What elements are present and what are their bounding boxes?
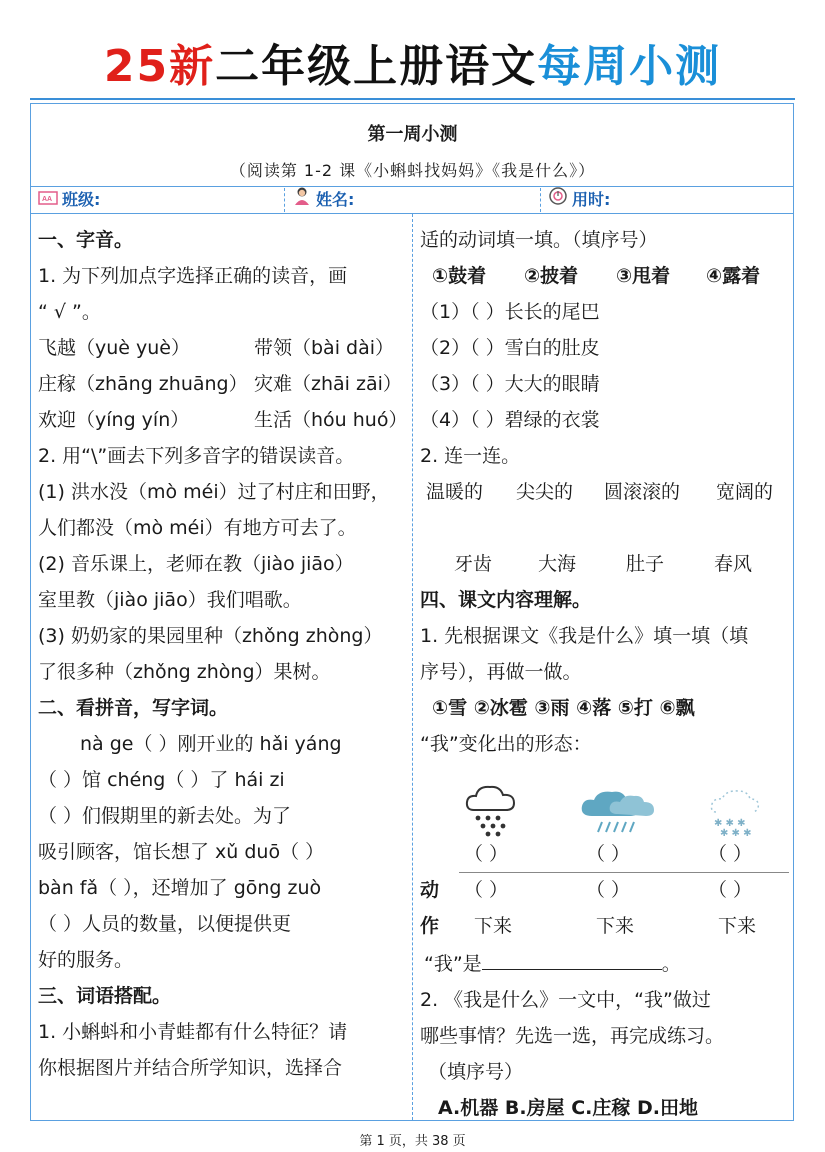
- time-field[interactable]: [548, 186, 610, 214]
- section-4-title: 四、课文内容理解。: [420, 589, 592, 611]
- pinyin-row: [38, 330, 410, 366]
- s4-q1-line: 1. 先根据课文《我是什么》填一填（填: [420, 625, 749, 647]
- action-down: 下来: [718, 915, 757, 937]
- adjective-word[interactable]: 宽阔的: [716, 481, 774, 503]
- verb-option: ②披着: [524, 265, 579, 287]
- page-header: [0, 30, 825, 94]
- verb-option: ①鼓着: [432, 265, 487, 287]
- wo-shi-label: “我”是: [424, 953, 482, 975]
- s3-q1-line: 你根据图片并结合所学知识，选择合: [38, 1057, 343, 1079]
- snow-icon: [706, 784, 766, 844]
- s4-q2-options: A.机器 B.房屋 C.庄稼 D.田地: [438, 1097, 698, 1119]
- action-label-1: 动: [420, 879, 440, 901]
- wo-shi-answer-field[interactable]: [482, 947, 662, 970]
- verb-options: [420, 258, 792, 294]
- class-field[interactable]: [38, 186, 100, 214]
- noun-word[interactable]: 肚子: [626, 553, 665, 575]
- verb-option: ③甩着: [616, 265, 671, 287]
- wo-shi-line: [424, 946, 681, 982]
- noun-word[interactable]: 大海: [538, 553, 577, 575]
- pinyin-write-line[interactable]: （ ）们假期里的新去处。为了: [38, 805, 292, 827]
- s4-q2-line: 哪些事情？先选一选，再完成练习。: [420, 1025, 725, 1047]
- adjective-word[interactable]: 温暖的: [426, 481, 484, 503]
- student-icon: [292, 186, 312, 215]
- column-divider: [412, 214, 413, 1120]
- s1-q1-line-2: “ √ ”。: [38, 301, 101, 323]
- pinyin-choice[interactable]: 生活（hóu huó）: [254, 409, 408, 431]
- polyphone-line[interactable]: 室里教（jiào jiāo）我们唱歌。: [38, 589, 302, 611]
- header-grade: 二年级上册语文: [215, 41, 538, 92]
- adjective-word[interactable]: 尖尖的: [516, 481, 574, 503]
- svg-text:AA: AA: [42, 195, 53, 203]
- s3-q2: 2. 连一连。: [420, 445, 521, 467]
- rain-icon: [578, 784, 658, 844]
- name-field[interactable]: [292, 186, 354, 214]
- pinyin-write-line[interactable]: nà ge（ ）刚开业的 hǎi yáng: [80, 733, 342, 755]
- verb-blank[interactable]: （1）（ ）长长的尾巴: [420, 301, 600, 323]
- form-blank[interactable]: （ ）: [708, 843, 753, 865]
- pinyin-write-line[interactable]: 吸引顾客，馆长想了 xǔ duō（ ）: [38, 841, 325, 863]
- left-column: [38, 222, 410, 1086]
- info-divider-2: [540, 188, 541, 212]
- right-column: [420, 222, 792, 762]
- polyphone-line[interactable]: 了很多种（zhǒng zhòng）果树。: [38, 661, 331, 683]
- verb-blank[interactable]: （4）（ ）碧绿的衣裳: [420, 409, 600, 431]
- s4-q2-block: [420, 982, 792, 1126]
- adjective-row: [420, 474, 792, 510]
- s4-q1-line: 序号），再做一做。: [420, 661, 582, 683]
- s1-q1-line-1: 1. 为下列加点字选择正确的读音，画: [38, 265, 348, 287]
- section-1-title: 一、字音。: [38, 229, 134, 251]
- s3-q1-cont: 适的动词填一填。（填序号）: [420, 229, 658, 251]
- form-blank[interactable]: （ ）: [464, 843, 509, 865]
- verb-blank[interactable]: （2）（ ）雪白的肚皮: [420, 337, 600, 359]
- pinyin-write-line[interactable]: bàn fǎ（ ），还增加了 gōng zuò: [38, 877, 322, 899]
- name-label: 姓名:: [316, 190, 355, 209]
- noun-row: [420, 546, 792, 582]
- action-blank[interactable]: （ ）: [708, 879, 753, 901]
- pinyin-choice[interactable]: 灾难（zhāi zāi）: [254, 373, 402, 395]
- page-footer: 第 1 页，共 38 页: [359, 1134, 466, 1149]
- pinyin-choice[interactable]: 庄稼（zhāng zhuāng）: [38, 373, 248, 395]
- polyphone-line[interactable]: 人们都没（mò méi）有地方可去了。: [38, 517, 357, 539]
- s1-q2: 2. 用“\”画去下列多音字的错误读音。: [38, 445, 355, 467]
- pinyin-write-line[interactable]: （ ）人员的数量，以便提供更: [38, 913, 292, 935]
- pinyin-choice[interactable]: 欢迎（yíng yín）: [38, 409, 190, 431]
- hail-icon: [462, 780, 522, 844]
- noun-word[interactable]: 牙齿: [454, 553, 493, 575]
- week-subtitle: （阅读第 1-2 课《小蝌蚪找妈妈》《我是什么》）: [229, 161, 596, 180]
- header-year: 25新: [103, 41, 216, 92]
- svg-text:✱ ✱ ✱: ✱ ✱ ✱: [714, 818, 746, 829]
- info-row: [31, 186, 793, 214]
- verb-blank[interactable]: （3）（ ）大大的眼睛: [420, 373, 600, 395]
- forms-label: “我”变化出的形态：: [420, 733, 592, 755]
- section-3-title: 三、词语搭配。: [38, 985, 172, 1007]
- action-blank[interactable]: （ ）: [586, 879, 631, 901]
- action-label-2: 作: [420, 915, 440, 937]
- time-label: 用时:: [572, 190, 611, 209]
- section-2-title: 二、看拼音，写字词。: [38, 697, 229, 719]
- class-label: 班级:: [62, 190, 101, 209]
- polyphone-line[interactable]: (3) 奶奶家的果园里种（zhǒng zhòng）: [38, 625, 383, 647]
- adjective-word[interactable]: 圆滚滚的: [604, 481, 681, 503]
- s3-q1-line: 1. 小蝌蚪和小青蛙都有什么特征？请: [38, 1021, 348, 1043]
- class-board-icon: [38, 187, 58, 215]
- week-title: 第一周小测: [367, 124, 458, 145]
- s4-options: ①雪 ②冰雹 ③雨 ④落 ⑤打 ⑥飘: [432, 697, 695, 719]
- action-down: 下来: [596, 915, 635, 937]
- action-down: 下来: [474, 915, 513, 937]
- header-rule: [30, 98, 795, 100]
- s4-q2-line: 2. 《我是什么》一文中，“我”做过: [420, 989, 711, 1011]
- pinyin-write-line: 好的服务。: [38, 949, 134, 971]
- header-weekly: 每周小测: [537, 41, 722, 92]
- action-blank[interactable]: （ ）: [464, 879, 509, 901]
- polyphone-line[interactable]: (2) 音乐课上，老师在教（jiào jiāo）: [38, 553, 354, 575]
- s4-q2-line: （填序号）: [428, 1061, 524, 1083]
- noun-word[interactable]: 春风: [714, 553, 753, 575]
- pinyin-row: [38, 366, 410, 402]
- clock-icon: [548, 186, 568, 215]
- pinyin-write-line[interactable]: （ ）馆 chéng（ ）了 hái zi: [38, 769, 285, 791]
- wo-shi-end: 。: [661, 953, 681, 975]
- pinyin-row: [38, 402, 410, 438]
- form-blank[interactable]: （ ）: [586, 843, 631, 865]
- svg-text:✱ ✱ ✱: ✱ ✱ ✱: [720, 828, 752, 839]
- match-gap: [420, 510, 792, 546]
- pinyin-choice[interactable]: 带领（bài dài）: [254, 337, 395, 359]
- verb-option: ④露着: [706, 265, 761, 287]
- pinyin-choice[interactable]: 飞越（yuè yuè）: [38, 337, 190, 359]
- polyphone-line[interactable]: (1) 洪水没（mò méi）过了村庄和田野，: [38, 481, 390, 503]
- info-divider-1: [284, 188, 285, 212]
